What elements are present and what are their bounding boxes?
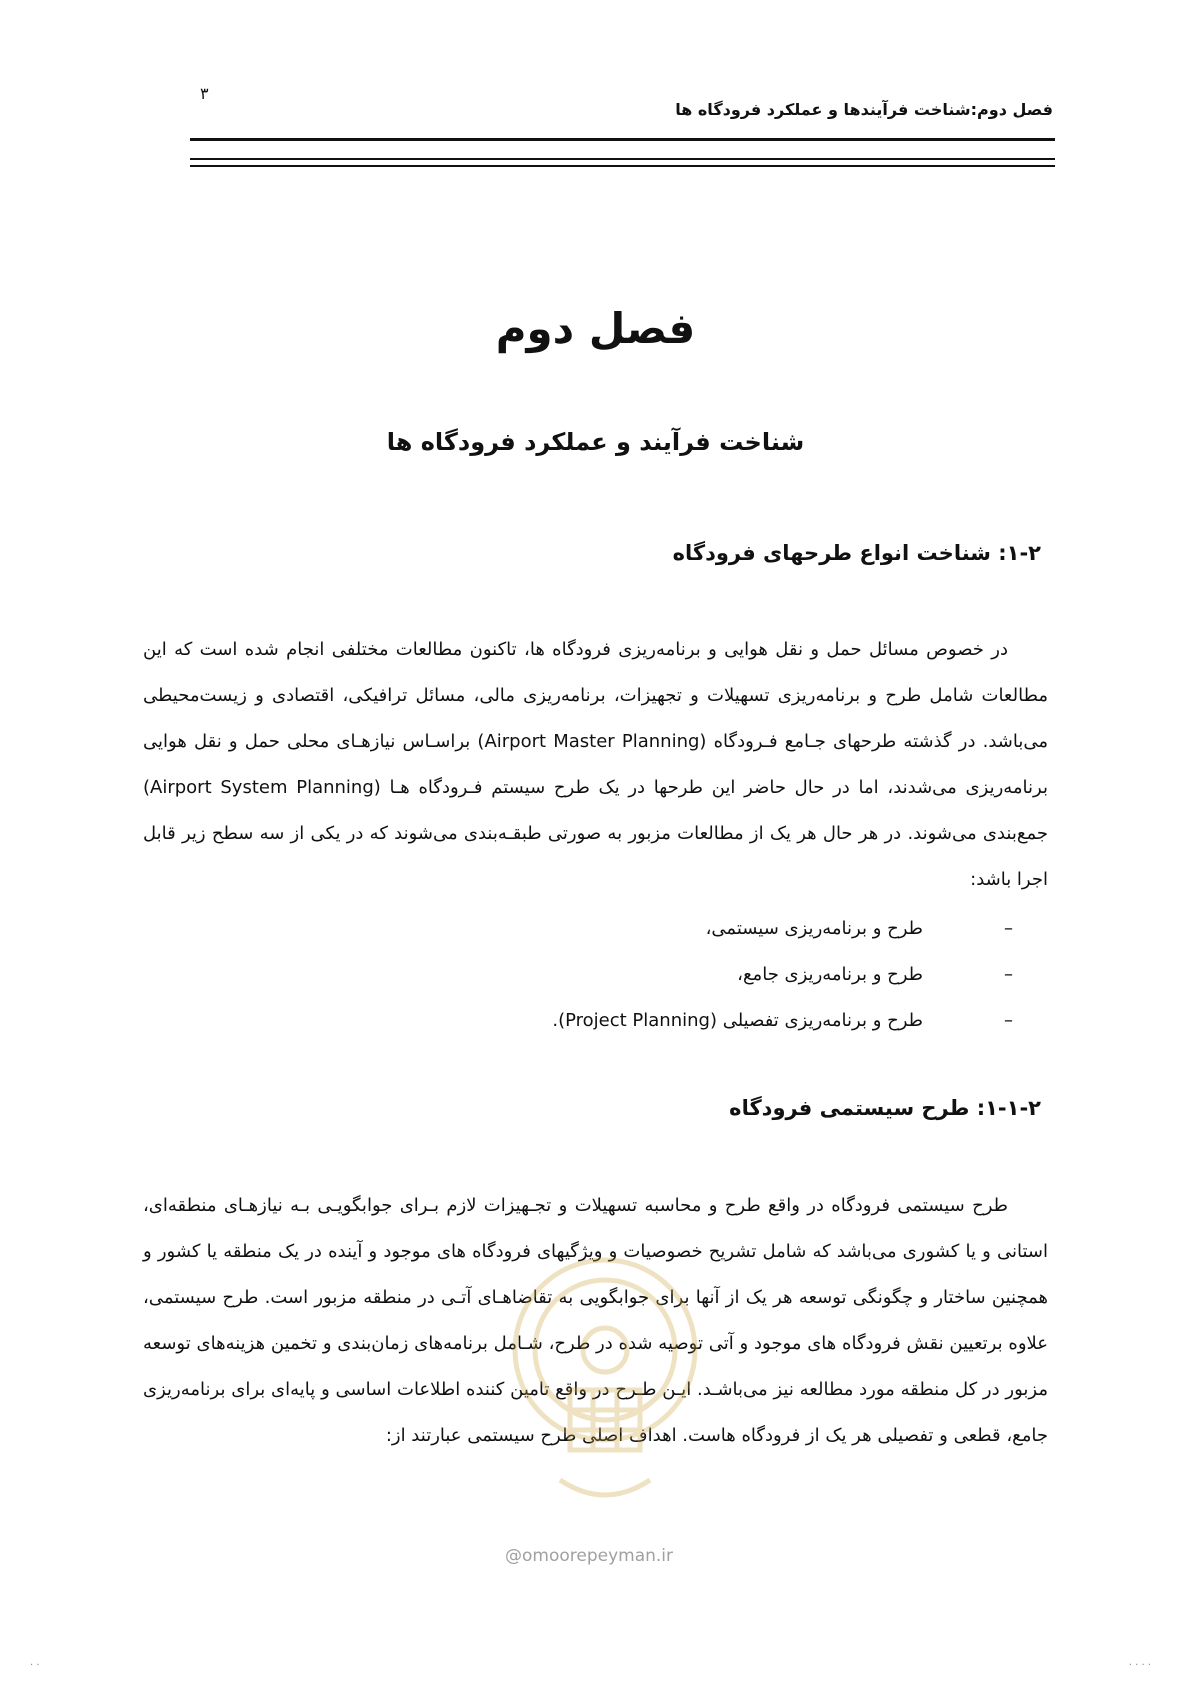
watermark-text: @omoorepeyman.ir <box>505 1546 674 1566</box>
chapter-subtitle: شناخت فرآیند و عملکرد فرودگاه ها <box>386 428 805 456</box>
section-heading-2-1: ۱-۲: شناخت انواع طرحهای فرودگاه <box>672 541 1041 565</box>
planning-levels-list <box>552 906 1013 1044</box>
scan-mark: · · · · <box>1128 1660 1151 1671</box>
running-header-title: فصل دوم:شناخت فرآیندها و عملکرد فرودگاه ها <box>675 100 1053 119</box>
bullet-dash: – <box>1004 918 1013 939</box>
bullet-dash: – <box>1004 1010 1013 1031</box>
page-number: ۳ <box>200 84 209 103</box>
header-rule-double <box>190 158 1055 167</box>
list-item-text: طرح و برنامه‌ریزی تفصیلی (Project Planning). <box>552 1010 923 1031</box>
watermark-seal-icon <box>500 1240 710 1540</box>
list-item <box>552 906 1013 952</box>
section-heading-2-1-1: ۱-۱-۲: طرح سیستمی فرودگاه <box>729 1096 1041 1120</box>
list-item <box>552 952 1013 998</box>
bullet-dash: – <box>1004 964 1013 985</box>
list-item-text: طرح و برنامه‌ریزی سیستمی، <box>705 918 923 939</box>
section-2-1-paragraph: در خصوص مسائل حمل و نقل هوایی و برنامه‌ریزی فرودگاه ها، تاکنون مطالعات مختلفی انجام شده است که این مطالعات شامل طرح و برنامه‌ریزی تسهیلات و تجهیزات، برنامه‌ریزی مالی، مسائل ترافیکی، اقتصادی و زیست‌محیطی می‌باشد. در گذشته طرحهای جـامع فـرودگاه (Airport Master Planning) براسـاس نیازهـای محلی حمل و نقل هوایی برنامه‌ریزی می‌شدند، اما در حال حاضر این طرحها در یک طرح سیستم فـرودگاه هـا (Airport System Planning) جمع‌بندی می‌شوند. در هر حال هر یک از مطالعات مزبور به صورتی طبقـه‌بندی می‌شوند که در یکی از سه سطح زیر قابل اجرا باشد: <box>143 639 1049 890</box>
section-2-1-1-paragraph: طرح سیستمی فرودگاه در واقع طرح و محاسبه تسهیلات و تجـهیزات لازم بـرای جوابگویـی بـه نیازهـای منطقه‌ای، استانی و یا کشوری می‌باشد که شامل تشریح خصوصیات و ویژگیهای فرودگاه های موجود و آینده در یک منطقه یا کشور و همچنین ساختار و چگونگی توسعه هر یک از آنها برای جوابگویی به تقاضاهـای آتـی در منطقه مزبور است. طرح سیستمی، علاوه برتعیین نقش فرودگاه های موجود و آتی توصیه شده در طرح، شـامل برنامه‌های زمان‌بندی و تخمین هزینه‌های توسعه مزبور در کل منطقه مورد مطالعه نیز می‌باشـد. ایـن طـرح در واقع تامین کننده اطلاعات اساسی و پایه‌ای برای برنامه‌ریزی جامع، قطعی و تفصیلی هر یک از فرودگاه هاست. اهداف اصلی طرح سیستمی عبارتند از: <box>143 1195 1048 1446</box>
list-item <box>552 998 1013 1044</box>
header-rule-thick <box>190 138 1055 141</box>
chapter-title: فصل دوم <box>495 304 696 353</box>
scan-mark: · · <box>30 1660 40 1671</box>
list-item-text: طرح و برنامه‌ریزی جامع، <box>737 964 923 985</box>
